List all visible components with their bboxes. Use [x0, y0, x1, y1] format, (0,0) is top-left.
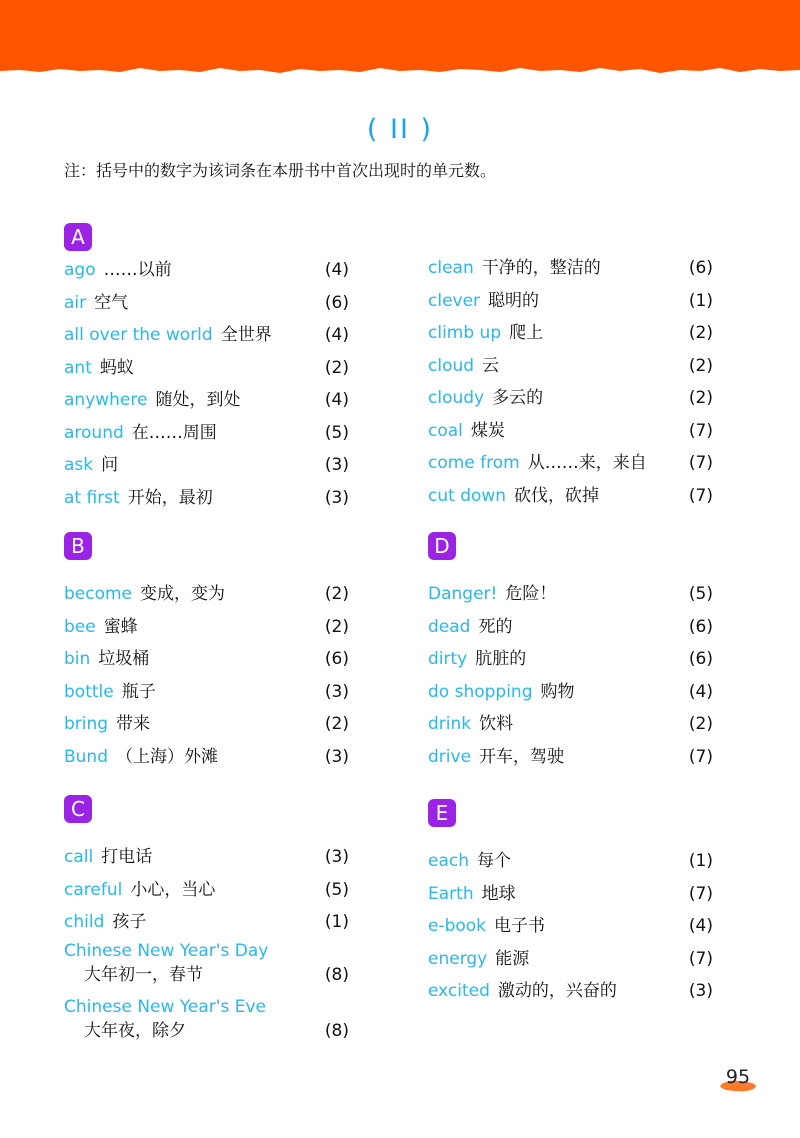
- chinese-meaning: 云: [482, 355, 500, 376]
- english-word: at first: [64, 487, 120, 508]
- list-item: [64, 676, 349, 709]
- section-letter-badge: A: [64, 223, 92, 251]
- unit-number: (5): [324, 422, 349, 443]
- chinese-meaning: 大年初一，春节: [84, 964, 203, 985]
- list-item: [428, 708, 713, 741]
- chinese-meaning: 地球: [481, 883, 516, 904]
- chinese-meaning: 电子书: [494, 916, 546, 936]
- chinese-meaning: 空气: [94, 292, 129, 313]
- chinese-meaning: 孩子: [112, 912, 147, 932]
- english-word: dead: [428, 616, 471, 637]
- unit-number: (4): [688, 916, 713, 936]
- unit-number: (8): [324, 1020, 349, 1041]
- section-e: [428, 799, 713, 1008]
- english-word: cloudy: [428, 388, 485, 408]
- chinese-meaning: 危险！: [505, 584, 557, 604]
- list-item: [64, 906, 349, 939]
- list-item: [428, 317, 713, 350]
- english-word: dirty: [428, 649, 468, 669]
- list-item: [428, 578, 713, 611]
- english-word: climb up: [428, 323, 502, 343]
- chinese-meaning: 开车，驾驶: [479, 746, 565, 767]
- unit-number: (4): [324, 325, 349, 345]
- entry-list: [428, 845, 713, 1008]
- section-letter-badge: E: [428, 799, 456, 827]
- chinese-meaning: 饮料: [479, 714, 514, 734]
- chinese-meaning: 煤炭: [470, 420, 505, 441]
- unit-number: (3): [324, 455, 349, 475]
- english-word: all over the world: [64, 325, 213, 345]
- unit-number: (7): [688, 453, 713, 473]
- english-word: energy: [428, 948, 488, 969]
- unit-number: (5): [688, 584, 713, 604]
- entry-list: [64, 254, 349, 514]
- english-word: bee: [64, 616, 96, 637]
- list-item: [64, 287, 349, 320]
- list-item: [64, 449, 349, 482]
- list-item: [428, 382, 713, 415]
- english-word: careful: [64, 879, 123, 900]
- unit-number: (4): [324, 390, 349, 410]
- list-item: [64, 841, 349, 874]
- entry-list: [64, 841, 349, 1051]
- english-word: Chinese New Year's Eve: [64, 996, 266, 1017]
- english-word: Earth: [428, 883, 474, 904]
- english-word: do shopping: [428, 681, 533, 702]
- list-item: [428, 910, 713, 943]
- english-word: come from: [428, 453, 520, 473]
- chinese-meaning: 肮脏的: [475, 649, 527, 669]
- english-word: Bund: [64, 746, 109, 767]
- entry-list: [428, 252, 713, 512]
- page-title: ( II ): [366, 114, 434, 145]
- list-item: [64, 319, 349, 352]
- section-b: [64, 532, 349, 773]
- section-letter-badge: B: [64, 532, 92, 560]
- unit-number: (6): [688, 616, 713, 637]
- chinese-meaning: 每个: [477, 851, 511, 871]
- unit-number: (2): [688, 714, 713, 734]
- section-d: [428, 532, 713, 773]
- english-word: drink: [428, 714, 472, 734]
- chinese-meaning: 激动的，兴奋的: [497, 981, 617, 1001]
- english-word: child: [64, 912, 105, 932]
- unit-number: (6): [688, 649, 713, 669]
- section-letter-badge: C: [64, 795, 92, 823]
- entry-list: [64, 578, 349, 773]
- english-word: bring: [64, 714, 109, 734]
- list-item: [428, 975, 713, 1008]
- list-item: [64, 384, 349, 417]
- chinese-meaning: 问: [101, 455, 119, 475]
- unit-number: (7): [688, 485, 713, 506]
- chinese-meaning: 开始，最初: [127, 487, 213, 508]
- english-word: each: [428, 851, 469, 871]
- list-item: [428, 845, 713, 878]
- section-c-continued: [428, 252, 713, 512]
- unit-number: (7): [688, 883, 713, 904]
- list-item: [64, 417, 349, 450]
- list-item: [64, 578, 349, 611]
- chinese-meaning: 大年夜，除夕: [84, 1020, 186, 1041]
- list-item: [64, 352, 349, 385]
- list-item: [428, 643, 713, 676]
- unit-number: (1): [688, 290, 713, 311]
- section-letter-badge: D: [428, 532, 456, 560]
- chinese-meaning: 死的: [478, 616, 513, 637]
- english-word: air: [64, 292, 87, 313]
- english-word: drive: [428, 746, 472, 767]
- english-word: e-book: [428, 916, 487, 936]
- english-word: Danger!: [428, 584, 498, 604]
- unit-number: (6): [324, 292, 349, 313]
- chinese-meaning: 蚂蚁: [99, 357, 134, 378]
- unit-number: (8): [324, 964, 349, 985]
- unit-number: (2): [324, 584, 349, 604]
- english-word: ago: [64, 260, 96, 280]
- list-item: [428, 943, 713, 976]
- chinese-meaning: 爬上: [509, 323, 544, 343]
- english-word: clever: [428, 290, 481, 311]
- chinese-meaning: 多云的: [492, 388, 544, 408]
- unit-number: (6): [688, 258, 713, 278]
- chinese-meaning: 从……来，来自: [527, 453, 647, 473]
- section-a: [64, 223, 349, 514]
- list-item: [64, 741, 349, 774]
- section-c: [64, 795, 349, 1051]
- list-item: [64, 995, 349, 1051]
- list-item: [64, 254, 349, 287]
- chinese-meaning: ……以前: [103, 260, 172, 280]
- unit-number: (2): [688, 355, 713, 376]
- list-item: [428, 415, 713, 448]
- list-item: [428, 350, 713, 383]
- english-word: excited: [428, 981, 490, 1001]
- unit-number: (3): [324, 746, 349, 767]
- list-item: [428, 480, 713, 513]
- unit-number: (2): [688, 388, 713, 408]
- list-item: [428, 252, 713, 285]
- chinese-meaning: 带来: [116, 714, 151, 734]
- english-word: anywhere: [64, 390, 148, 410]
- english-word: coal: [428, 420, 463, 441]
- list-item: [428, 741, 713, 774]
- list-item: [64, 611, 349, 644]
- unit-number: (7): [688, 746, 713, 767]
- unit-number: (2): [688, 323, 713, 343]
- chinese-meaning: 小心，当心: [130, 879, 216, 900]
- top-band: [0, 0, 800, 95]
- chinese-meaning: （上海）外滩: [116, 746, 219, 767]
- chinese-meaning: 能源: [495, 948, 530, 969]
- chinese-meaning: 全世界: [220, 325, 272, 345]
- english-word: clean: [428, 258, 474, 278]
- unit-number: (7): [688, 948, 713, 969]
- list-item: [64, 874, 349, 907]
- list-item: [64, 643, 349, 676]
- chinese-meaning: 变成，变为: [140, 584, 226, 604]
- page-number: [718, 1064, 758, 1096]
- unit-number: (3): [688, 981, 713, 1001]
- chinese-meaning: 垃圾桶: [98, 649, 150, 669]
- list-item: [64, 708, 349, 741]
- unit-number: (3): [324, 681, 349, 702]
- english-word: cloud: [428, 355, 475, 376]
- footnote: 注：括号中的数字为该词条在本册书中首次出现时的单元数。: [64, 161, 497, 180]
- unit-number: (3): [324, 847, 349, 867]
- unit-number: (3): [324, 487, 349, 508]
- list-item: [428, 285, 713, 318]
- chinese-meaning: 随处，到处: [155, 390, 241, 410]
- list-item: [428, 676, 713, 709]
- unit-number: (7): [688, 420, 713, 441]
- chinese-meaning: 聪明的: [488, 290, 540, 311]
- english-word: ant: [64, 357, 92, 378]
- list-item: [64, 482, 349, 515]
- unit-number: (4): [324, 260, 349, 280]
- english-word: cut down: [428, 485, 507, 506]
- english-word: bin: [64, 649, 91, 669]
- english-word: become: [64, 584, 133, 604]
- chinese-meaning: 砍伐，砍掉: [514, 485, 600, 506]
- english-word: call: [64, 847, 94, 867]
- chinese-meaning: 蜜蜂: [103, 616, 138, 637]
- unit-number: (1): [688, 851, 713, 871]
- list-item: [428, 878, 713, 911]
- chinese-meaning: 购物: [540, 681, 575, 702]
- chinese-meaning: 瓶子: [121, 681, 156, 702]
- unit-number: (2): [324, 616, 349, 637]
- english-word: bottle: [64, 681, 114, 702]
- unit-number: (5): [324, 879, 349, 900]
- unit-number: (1): [324, 912, 349, 932]
- english-word: around: [64, 422, 124, 443]
- chinese-meaning: 打电话: [101, 847, 153, 867]
- list-item: [428, 447, 713, 480]
- english-word: Chinese New Year's Day: [64, 940, 269, 961]
- unit-number: (4): [688, 681, 713, 702]
- english-word: ask: [64, 455, 94, 475]
- unit-number: (2): [324, 714, 349, 734]
- unit-number: (2): [324, 357, 349, 378]
- unit-number: (6): [324, 649, 349, 669]
- list-item: [64, 939, 349, 995]
- chinese-meaning: 在……周围: [131, 422, 217, 443]
- entry-list: [428, 578, 713, 773]
- page-number-text: 95: [725, 1066, 751, 1088]
- list-item: [428, 611, 713, 644]
- chinese-meaning: 干净的，整洁的: [481, 258, 601, 278]
